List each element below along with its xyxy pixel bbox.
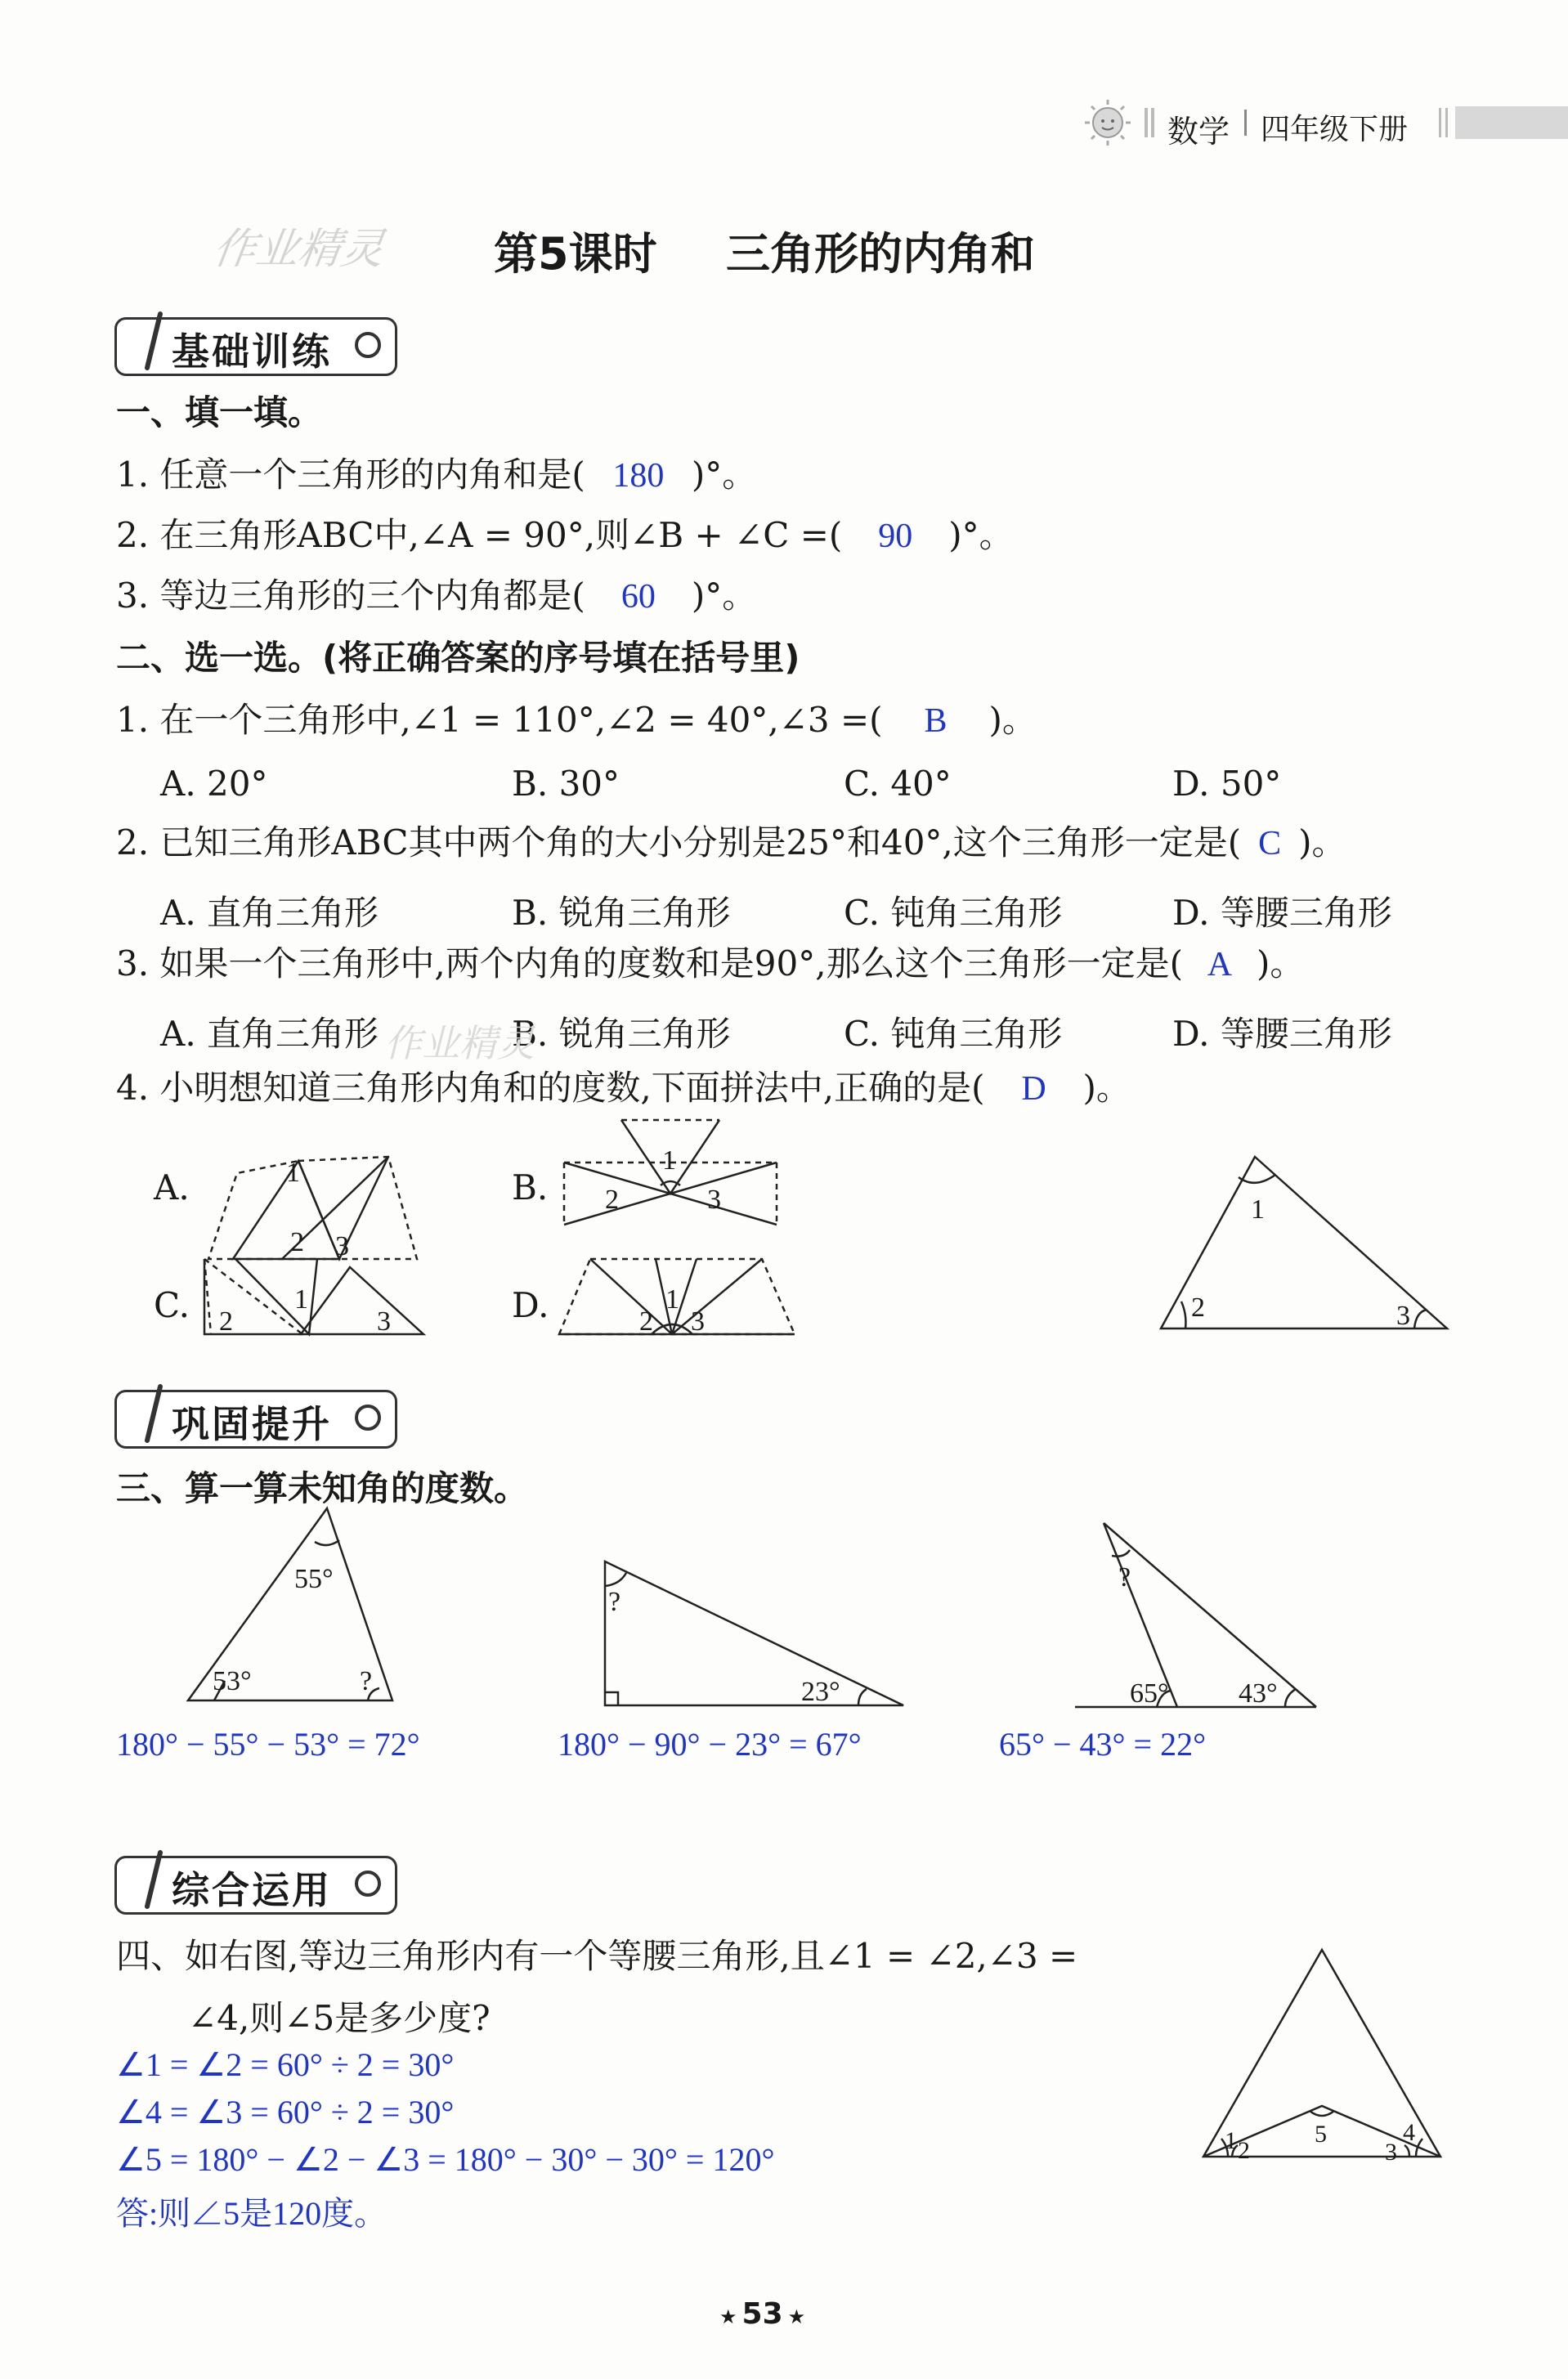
option: C. 钝角三角形 [844,893,1063,933]
solution-line-2: ∠4 = ∠3 = 60° ÷ 2 = 30° [116,2094,455,2130]
part3-figure-3 [1071,1519,1341,1723]
solution-line-4: 答:则∠5是120度。 [116,2195,388,2232]
svg-text:3: 3 [1396,1301,1410,1331]
part4-line2: ∠4,则∠5是多少度? [188,1998,491,2038]
option: C. 40° [844,764,952,804]
figure-a [200,1136,446,1267]
header [1079,96,1568,149]
solution-line-1: ∠1 = ∠2 = 60° ÷ 2 = 30° [116,2046,455,2083]
figure-d [558,1251,803,1349]
part2-q1: 1. 在一个三角形中,∠1 = 110°,∠2 = 40°,∠3 =( B )。 [116,700,1037,740]
figure-label-b: B. [512,1167,549,1207]
ring-icon [352,1401,384,1434]
part3-answer-2: 180° − 90° − 23° = 67° [558,1726,862,1763]
answer: 180 [612,457,665,495]
option: A. 直角三角形 [160,893,379,933]
svg-text:5: 5 [1315,2121,1327,2148]
svg-text:65°: 65° [1130,1678,1169,1709]
svg-text:1: 1 [294,1284,308,1315]
option: A. 20° [160,764,268,804]
svg-text:1: 1 [665,1284,679,1315]
watermark: 作业精灵 [210,225,388,274]
answer: D [1021,1070,1046,1108]
figure-label-a: A. [154,1167,190,1207]
svg-text:3: 3 [377,1306,391,1337]
part1-q3: 3. 等边三角形的三个内角都是( 60 )°。 [116,576,757,616]
section-basic: 基础训练 [114,317,392,374]
part2-heading: 二、选一选。(将正确答案的序号填在括号里) [116,638,800,678]
option: D. 等腰三角形 [1172,1014,1392,1054]
svg-text:3: 3 [1385,2139,1397,2166]
figure-reference-triangle [1153,1153,1463,1349]
option: B. 锐角三角形 [512,1014,731,1054]
answer: C [1258,825,1282,862]
part2-q4: 4. 小明想知道三角形内角和的度数,下面拼法中,正确的是( D )。 [116,1068,1131,1108]
svg-text:?: ? [608,1587,621,1617]
svg-text:23°: 23° [801,1677,840,1707]
svg-text:3: 3 [691,1306,705,1337]
answer: B [924,702,948,740]
svg-text:2: 2 [219,1306,233,1337]
svg-text:43°: 43° [1239,1678,1278,1709]
watermark-mid: 作业精灵 [384,1021,535,1065]
ring-icon [352,329,384,361]
header-grade: 四年级下册 [1261,113,1409,146]
svg-text:3: 3 [707,1185,721,1215]
svg-text:55°: 55° [294,1564,334,1594]
option: C. 钝角三角形 [844,1014,1063,1054]
svg-text:53°: 53° [213,1666,252,1696]
part3-figure-1 [180,1521,392,1717]
part2-q3: 3. 如果一个三角形中,两个内角的度数和是90°,那么这个三角形一定是( A )。 [116,943,1305,983]
part3-answer-1: 180° − 55° − 53° = 72° [116,1726,420,1763]
part3-heading: 三、算一算未知角的度数。 [116,1468,529,1508]
svg-text:?: ? [360,1666,373,1696]
svg-text:3: 3 [335,1231,349,1261]
star-icon: ★ [787,2305,806,2328]
option: A. 直角三角形 [160,1014,379,1054]
svg-text:2: 2 [290,1227,304,1257]
svg-text:2: 2 [639,1306,653,1337]
svg-text:1: 1 [286,1158,300,1188]
option: B. 锐角三角形 [512,893,731,933]
answer: 90 [878,517,913,555]
answer: A [1207,946,1233,983]
figure-c [203,1251,432,1349]
svg-text:2: 2 [1191,1293,1205,1323]
svg-text:2: 2 [1238,2137,1250,2164]
part1-heading: 一、填一填。 [116,392,323,432]
svg-text:?: ? [1118,1562,1131,1593]
svg-text:1: 1 [1251,1194,1265,1225]
sun-icon [1079,96,1136,154]
option: D. 50° [1172,764,1282,804]
option: B. 30° [512,764,620,804]
star-icon: ★ [719,2305,737,2328]
part1-q1: 1. 任意一个三角形的内角和是( 180 )°。 [116,455,757,495]
figure-b [556,1120,785,1251]
answer: 60 [620,578,656,616]
svg-text:1: 1 [1225,2127,1237,2154]
header-subject: 数学 [1167,114,1230,150]
part4-figure [1195,1946,1449,2191]
part1-q2: 2. 在三角形ABC中,∠A = 90°,则∠B + ∠C =( 90 )°。 [116,515,1014,555]
svg-text:4: 4 [1403,2119,1415,2146]
lesson-number: 第5课时 [494,228,657,280]
part2-q2: 2. 已知三角形ABC其中两个角的大小分别是25°和40°,这个三角形一定是( C )。 [116,822,1346,862]
svg-text:1: 1 [662,1145,676,1176]
figure-label-d: D. [512,1285,549,1325]
part4-line1: 四、如右图,等边三角形内有一个等腰三角形,且∠1 = ∠2,∠3 = [116,1936,1078,1976]
lesson-title: 三角形的内角和 [726,228,1035,280]
part3-answer-3: 65° − 43° = 22° [999,1726,1207,1763]
page-number: ★ 53 ★ [719,2297,806,2331]
part3-figure-2 [597,1553,907,1750]
figure-label-c: C. [154,1285,190,1325]
ring-icon [352,1867,384,1900]
solution-line-3: ∠5 = 180° − ∠2 − ∠3 = 180° − 30° − 30° = 120° [116,2141,775,2178]
svg-text:2: 2 [605,1185,619,1215]
option: D. 等腰三角形 [1172,893,1392,933]
